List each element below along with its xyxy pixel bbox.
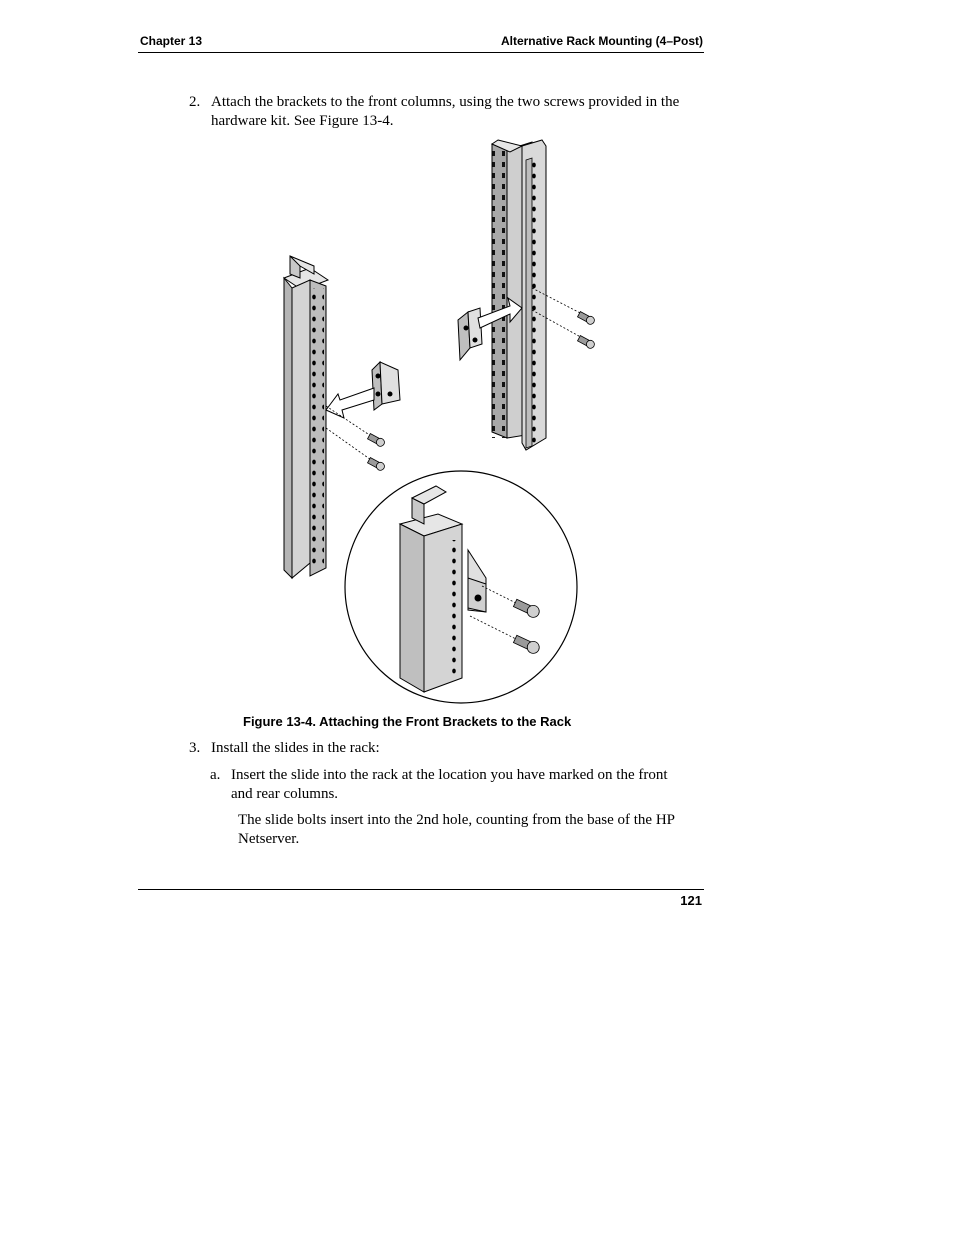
running-header-title: Alternative Rack Mounting (4–Post) <box>500 34 703 48</box>
arrow-left-icon <box>326 388 374 418</box>
step-2-number: 2. <box>189 94 201 110</box>
substep-a-line-1: Insert the slide into the rack at the location you have marked on the front <box>231 767 668 783</box>
substep-a-line-2: and rear columns. <box>231 786 339 802</box>
front-rack-column <box>284 256 328 578</box>
substep-a-letter: a. <box>210 767 221 783</box>
front-screws <box>326 406 386 472</box>
running-header-chapter: Chapter 13 <box>140 34 203 48</box>
step-3-number: 3. <box>189 740 201 756</box>
figure-caption: Figure 13-4. Attaching the Front Brackets to the Rack <box>243 714 572 729</box>
header-rule <box>138 52 704 53</box>
step-3-text: Install the slides in the rack: <box>211 740 380 756</box>
step-2-line-2: hardware kit. See Figure 13-4. <box>211 113 394 129</box>
rack-bracket-illustration <box>270 138 610 708</box>
front-bracket <box>372 362 400 410</box>
footer-rule <box>138 889 704 890</box>
rear-bracket <box>458 308 482 360</box>
step-2-line-1: Attach the brackets to the front columns, using the two screws provided in the <box>211 94 680 110</box>
rear-rack-column <box>492 140 546 450</box>
note-line-2: Netserver. <box>238 831 300 847</box>
note-line-1: The slide bolts insert into the 2nd hole, counting from the base of the HP <box>238 812 676 828</box>
page-number: 121 <box>680 893 702 908</box>
detail-magnifier <box>345 471 577 703</box>
